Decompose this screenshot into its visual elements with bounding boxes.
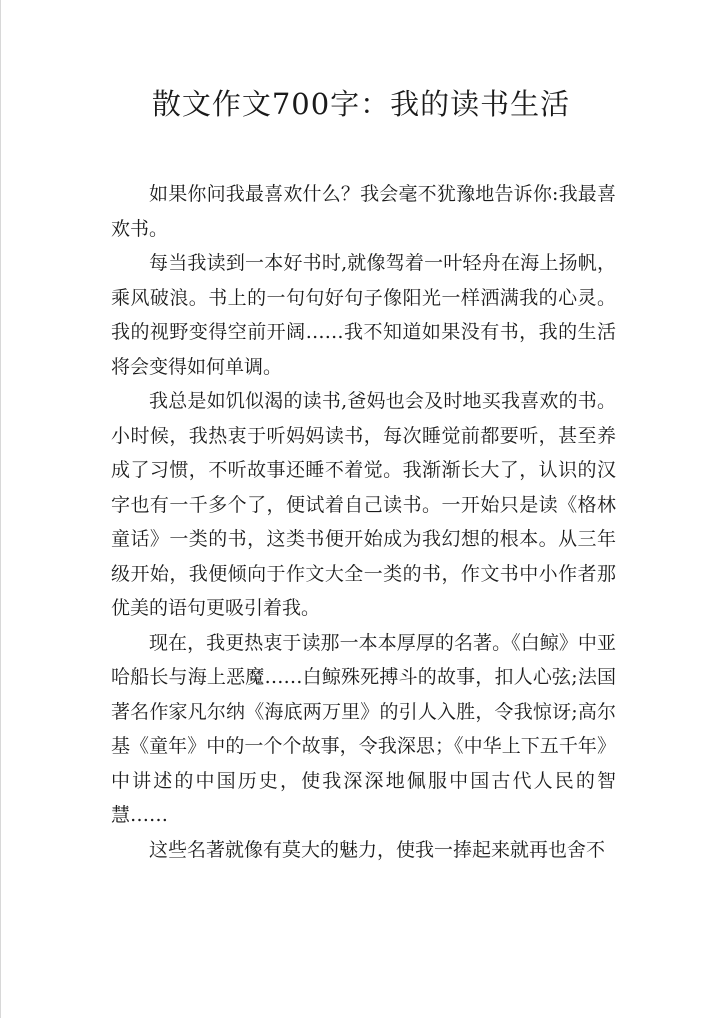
paragraph: 我总是如饥似渴的读书,爸妈也会及时地买我喜欢的书。小时候，我热衷于听妈妈读书，每次睡觉前都要听，甚至养成了习惯，不听故事还睡不着觉。我渐渐长大了，认识的汉字也有一千多个了，便试着自己读书。一开始只是读《格林童话》一类的书，这类书便开始成为我幻想的根本。从三年级开始，我便倾向于作文大全一类的书，作文书中小作者那优美的语句更吸引着我。 xyxy=(111,390,616,619)
page-title: 散文作文700字：我的读书生活 xyxy=(151,87,571,121)
article-body xyxy=(111,177,616,867)
paragraph: 现在，我更热衷于读那一本本厚厚的名著。《白鲸》中亚哈船长与海上恶魔……白鲸殊死搏斗的故事，扣人心弦;法国著名作家凡尔纳《海底两万里》的引人入胜，令我惊讶;高尔基《童年》中的一个个故事，令我深思；《中华上下五千年》中讲述的中国历史，使我深深地佩服中国古代人民的智慧…… xyxy=(111,631,616,826)
paragraph: 如果你问我最喜欢什么？我会毫不犹豫地告诉你:我最喜欢书。 xyxy=(111,183,616,240)
paragraph: 每当我读到一本好书时,就像驾着一叶轻舟在海上扬帆，乘风破浪。书上的一句句好句子像阳光一样洒满我的心灵。我的视野变得空前开阔……我不知道如果没有书，我的生活将会变得如何单调。 xyxy=(111,252,616,378)
paragraph: 这些名著就像有莫大的魅力，使我一捧起来就再也舍不 xyxy=(149,838,606,861)
